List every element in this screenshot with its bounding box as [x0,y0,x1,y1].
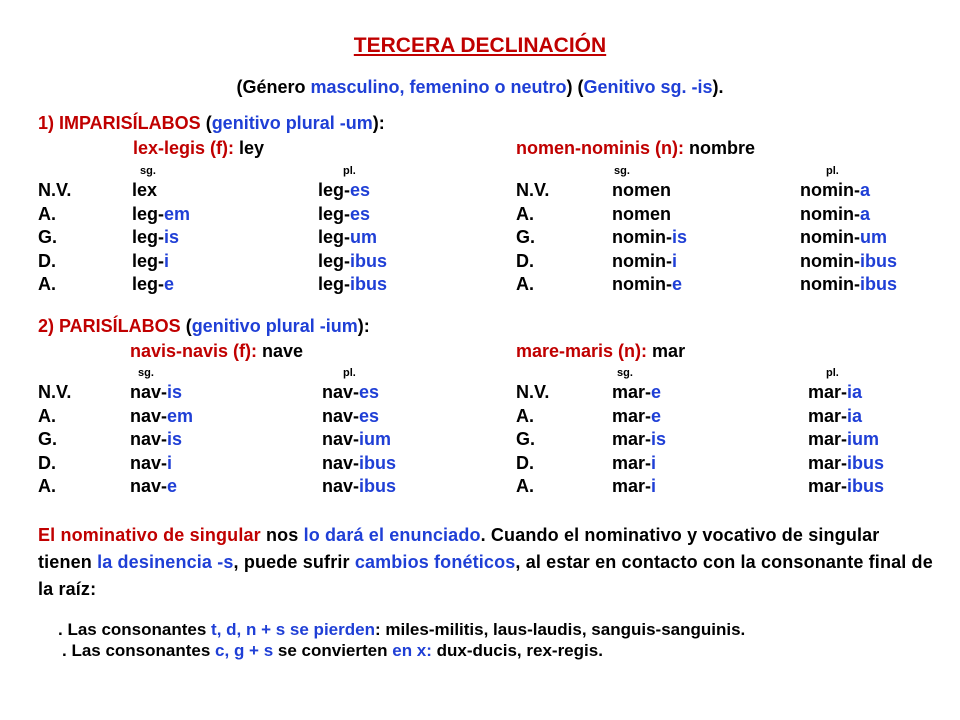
subtitle-part: ). [712,77,724,97]
singular-form [612,274,682,295]
stem: nomen [612,203,672,224]
case-label: A. [38,203,56,224]
ending: e [167,476,178,496]
para-span: nos [260,525,304,545]
stem: nomin- [612,250,672,271]
plural-form [800,274,897,295]
plural-form [322,382,379,403]
stem: nomin- [800,203,860,224]
stem: lex [132,180,158,200]
stem: mar- [808,476,848,496]
case-label: A. [516,274,534,294]
case-label: A. [516,476,534,496]
stem: leg- [318,250,351,271]
para-span: , puede sufrir [233,552,355,572]
singular-form [612,251,677,272]
number-label-pl: pl. [343,165,356,177]
case-label: D. [38,250,56,271]
plural-form [318,274,387,295]
stem: leg- [318,227,351,247]
ending: e [672,274,683,294]
ending: ibus [847,452,885,473]
stem: nav- [130,429,168,449]
singular-form [132,204,190,225]
case-label: G. [38,429,58,449]
rule-note-1 [58,620,745,640]
ending: is [164,227,180,247]
lemma-word: navis-navis (f): [130,341,258,361]
plural-form [800,227,887,248]
ending: e [651,405,662,426]
ending: ibus [359,452,397,473]
number-label-sg: sg. [614,165,630,177]
note-span: t, d, n + s se pierden [211,620,375,639]
para-span: cambios fonéticos [354,552,516,572]
ending: ium [359,429,392,449]
note-span: : miles-militis, laus-laudis, sanguis-sanguinis. [374,620,746,639]
ending: ibus [359,476,397,496]
stem: nav- [130,405,168,426]
case-label: G. [516,227,536,247]
ending: um [350,227,378,247]
number-label-pl: pl. [343,367,356,379]
case-label: A. [516,203,534,224]
plural-form [800,251,897,272]
singular-form [132,227,179,248]
stem: mar- [808,429,848,449]
plural-form [322,429,391,450]
plural-form [808,429,879,450]
singular-form [132,251,169,272]
singular-form [130,382,182,403]
plural-form [318,227,377,248]
lemma-word: nomen-nominis (n): [516,138,684,158]
case-label: G. [38,227,58,247]
case-label: A. [38,405,56,426]
ending: i [651,452,657,473]
stem: mar- [612,382,652,402]
stem: nomin- [612,227,672,247]
ending: um [860,227,887,247]
ending: es [359,382,380,402]
section-heading [38,113,385,134]
ending: ibus [847,476,885,496]
stem: leg- [318,180,351,200]
ending: i [672,250,678,271]
explanation-paragraph [38,522,938,603]
rule-note-2 [62,641,603,661]
ending: es [350,203,371,224]
stem: nav- [130,476,168,496]
ending: i [167,452,173,473]
stem: mar- [612,429,652,449]
lemma-meaning: nave [257,341,304,361]
plural-form [318,251,387,272]
stem: nomin- [800,250,860,271]
section-paren: ( [180,316,192,336]
case-label: N.V. [38,382,72,402]
singular-form [130,429,182,450]
stem: leg- [132,203,165,224]
note-span: dux-ducis, rex-regis. [431,641,603,660]
section-label: 2) PARISÍLABOS [38,316,181,336]
section-label: 1) IMPARISÍLABOS [38,113,201,133]
ending: ibus [860,250,898,271]
ending: is [167,429,183,449]
ending: i [651,476,657,496]
plural-form [808,382,862,403]
case-label: G. [516,429,536,449]
ending: ia [847,382,863,402]
para-span: , al estar en contacto con la consonante final de la raíz: [38,552,933,599]
lemma-left [130,341,303,362]
plural-form [808,406,862,427]
subtitle-part: (Género [236,77,311,97]
number-label-pl: pl. [826,165,839,177]
stem: nav- [322,405,360,426]
note-span: . Las consonantes [62,641,216,660]
stem: leg- [132,274,165,294]
stem: nomin- [800,180,860,200]
case-label: N.V. [38,180,72,200]
singular-form [612,227,687,248]
lemma-meaning: ley [234,138,265,158]
plural-form [322,476,396,497]
stem: mar- [808,452,848,473]
plural-form [322,453,396,474]
case-label: A. [38,476,56,496]
stem: mar- [808,382,848,402]
number-label-sg: sg. [617,367,633,379]
ending: ia [847,405,863,426]
note-span: en x: [392,641,432,660]
case-label: D. [516,452,534,473]
ending: ibus [350,274,388,294]
ending: e [651,382,662,402]
singular-form [132,180,157,201]
stem: nav- [322,429,360,449]
note-span: c, g + s [215,641,274,660]
case-label: N.V. [516,180,550,200]
singular-form [612,204,671,225]
stem: nav- [130,382,168,402]
ending: em [164,203,191,224]
ending: em [167,405,194,426]
lemma-left [133,138,264,159]
singular-form [130,406,193,427]
stem: leg- [132,227,165,247]
stem: nomen [612,180,672,200]
ending: ibus [860,274,898,294]
para-span: lo dará el enunciado [303,525,481,545]
para-span: . Cuando el nominativo y vocativo de singular tienen [38,525,880,572]
page-title: TERCERA DECLINACIÓN [353,34,607,57]
plural-form [800,204,870,225]
ending: a [860,180,871,200]
singular-form [130,476,177,497]
stem: nomin- [800,227,860,247]
section-detail: genitivo plural -um [211,113,373,133]
plural-form [322,406,379,427]
lemma-meaning: mar [647,341,686,361]
lemma-right [516,341,685,362]
case-label: A. [516,405,534,426]
lemma-meaning: nombre [683,138,755,158]
subtitle-part: ) ( [566,77,584,97]
singular-form [612,453,656,474]
stem: mar- [612,452,652,473]
section-heading [38,316,370,337]
ending: es [350,180,371,200]
section-paren: ( [200,113,212,133]
para-span: la desinencia -s [97,552,234,572]
number-label-sg: sg. [140,165,156,177]
case-label: A. [38,274,56,294]
ending: is [672,227,688,247]
section-paren: ): [357,316,370,336]
plural-form [318,204,370,225]
singular-form [612,382,661,403]
section-paren: ): [372,113,385,133]
stem: nomin- [800,274,860,294]
stem: nav- [322,452,360,473]
number-label-pl: pl. [826,367,839,379]
note-span: se convierten [273,641,393,660]
singular-form [130,453,172,474]
section-detail: genitivo plural -ium [191,316,358,336]
ending: a [860,203,871,224]
plural-form [318,180,370,201]
ending: i [164,250,170,271]
number-label-sg: sg. [138,367,154,379]
ending: is [651,429,667,449]
para-span: El nominativo de singular [38,525,261,545]
lemma-word: lex-legis (f): [133,138,235,158]
stem: leg- [318,274,351,294]
ending: ium [847,429,880,449]
case-label: D. [516,250,534,271]
singular-form [612,429,666,450]
stem: nav- [322,476,360,496]
case-label: N.V. [516,382,550,402]
lemma-word: mare-maris (n): [516,341,648,361]
lemma-right [516,138,755,159]
case-label: D. [38,452,56,473]
ending: ibus [350,250,388,271]
stem: nav- [130,452,168,473]
stem: nomin- [612,274,672,294]
ending: e [164,274,175,294]
subtitle [0,77,960,98]
plural-form [808,476,884,497]
stem: mar- [612,405,652,426]
stem: mar- [612,476,652,496]
plural-form [800,180,870,201]
singular-form [612,476,656,497]
ending: is [167,382,183,402]
note-span: . Las consonantes [58,620,212,639]
subtitle-gender: masculino, femenino o neutro [310,77,567,97]
plural-form [808,453,884,474]
singular-form [612,406,661,427]
singular-form [612,180,671,201]
ending: es [359,405,380,426]
stem: nav- [322,382,360,402]
stem: mar- [808,405,848,426]
singular-form [132,274,174,295]
subtitle-genitive: Genitivo sg. -is [583,77,713,97]
stem: leg- [132,250,165,271]
stem: leg- [318,203,351,224]
